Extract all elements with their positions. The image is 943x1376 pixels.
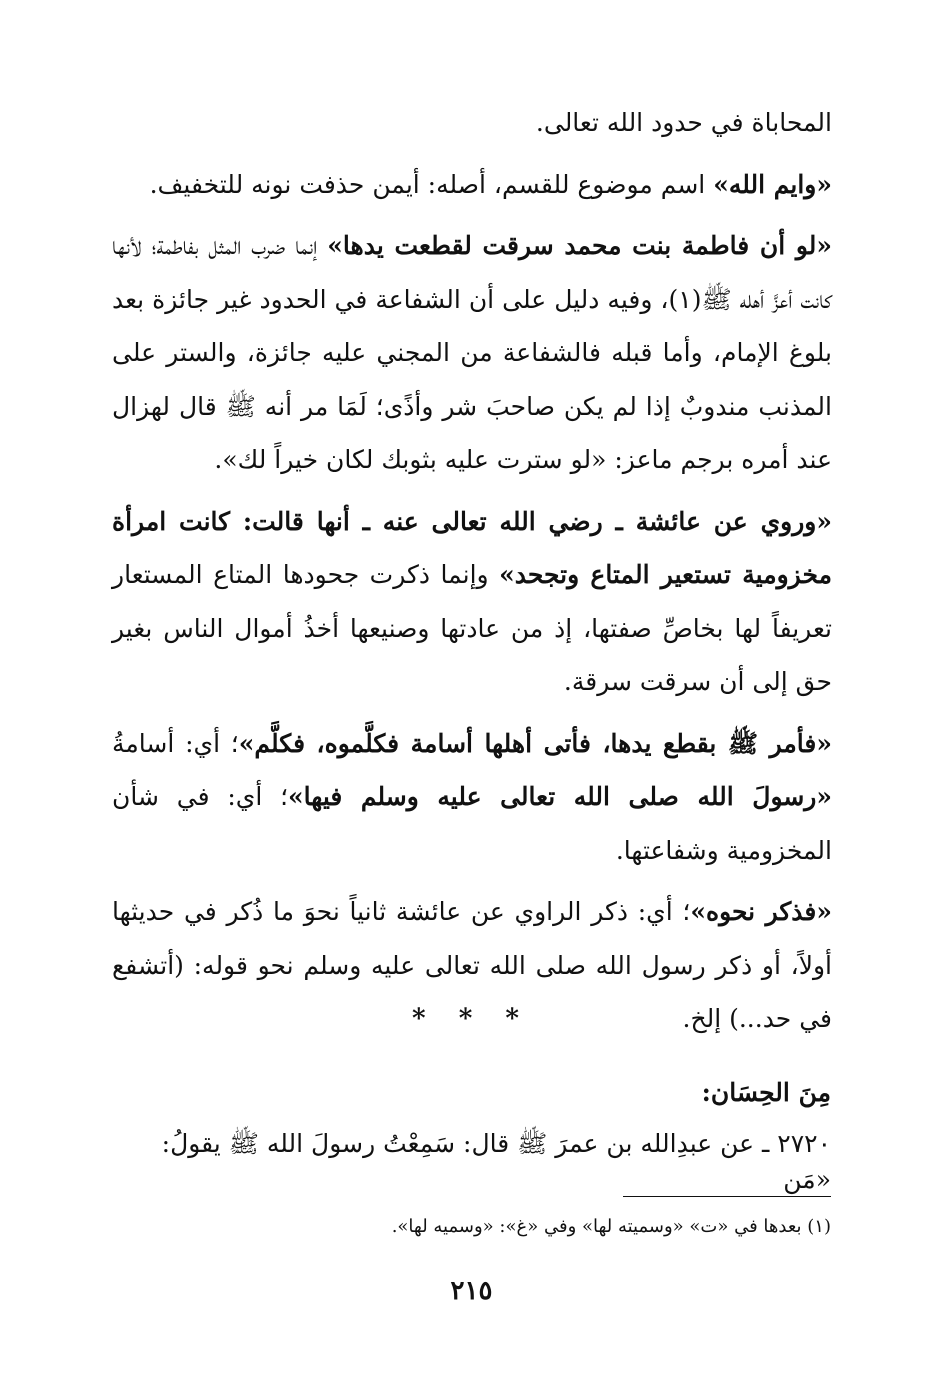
paragraph-5-text: ؛ أي: في شأن المخزومية وشفاعتها. [112,782,832,865]
paragraph-4-text: وإنما ذكرت جحودها المتاع المستعار تعريفاً لها بخاصِّ صفتها، إذ من عادتها وصنيعها أخذُ أموال الناس بغير حق إلى أن سرقت سرقة. [112,560,832,696]
paragraph-2-quote: «وايم الله» [713,169,832,199]
paragraph-1 [112,96,832,150]
paragraph-6-text: ؛ أي: ذكر الراوي عن عائشة ثانياً نحوَ ما ذُكر في حديثها أولاً، أو ذكر رسول الله صلى الله تعالى عليه وسلم نحو قوله: (أتشفع في حد...) إلخ. [112,897,832,1033]
section-separator: * * * [412,1004,531,1034]
paragraph-5-quote-2: «رسولَ الله صلى الله تعالى عليه وسلم فيها» [288,782,833,811]
paragraph-3 [112,219,832,487]
paragraph-5-quote-1: «فأمر ﷺ بقطع يدها، فأتى أهلها أسامة فكلَّموه، فكلَّم» [238,728,832,758]
footnote-divider [623,1196,831,1197]
paragraph-5 [112,717,832,878]
paragraph-4-quote: «وروي عن عائشة ـ رضي الله تعالى عنه ـ أنها قالت: كانت امرأة مخزومية تستعير المتاع وتجحد» [112,506,832,589]
paragraph-3-text: إنما ضرب المثل بفاطمة؛ لأنها كانت أعزَّ أهله ﷺ(١)، وفيه دليل على أن الشفاعة في الحدود غير جائزة بعد بلوغ الإمام، وأما قبله فالشفاعة من المجني عليه جائزة، والستر على المذنب مندوبٌ إذا لم يكن صاحبَ شر وأذًى؛ لَمَا مر أنه ﷺ قال لهزال عند أمره برجم ماعز: «لو سترت عليه بثوبك لكان خيراً لك». [112,231,832,474]
paragraph-4 [112,495,832,709]
paragraph-3-quote: «لو أن فاطمة بنت محمد سرقت لقطعت يدها» [327,231,832,260]
footnote: (١) بعدها في «ت» «وسميته لها» وفي «غ»: «وسميه لها». [391,1216,831,1237]
paragraph-1-text: المحاباة في حدود الله تعالى. [535,108,832,137]
paragraph-5-mid: ؛ أي: أسامةُ [112,728,239,758]
paragraph-6-quote: «فذكر نحوه» [690,897,832,926]
hadith-opening-line: ٢٧٢٠ ـ عن عبدِالله بن عمرَ ﷺ قال: سَمِعْتُ رسولَ الله ﷺ يقولُ: «مَن [161,1129,831,1194]
paragraph-2-text: اسم موضوع للقسم، أصله: أيمن حذفت نونه للتخفيف. [149,169,714,199]
paragraph-2 [112,158,832,212]
section-heading: مِنَ الحِسَان: [701,1078,831,1107]
page-number: ٢١٥ [450,1276,493,1306]
main-text [112,96,832,1054]
